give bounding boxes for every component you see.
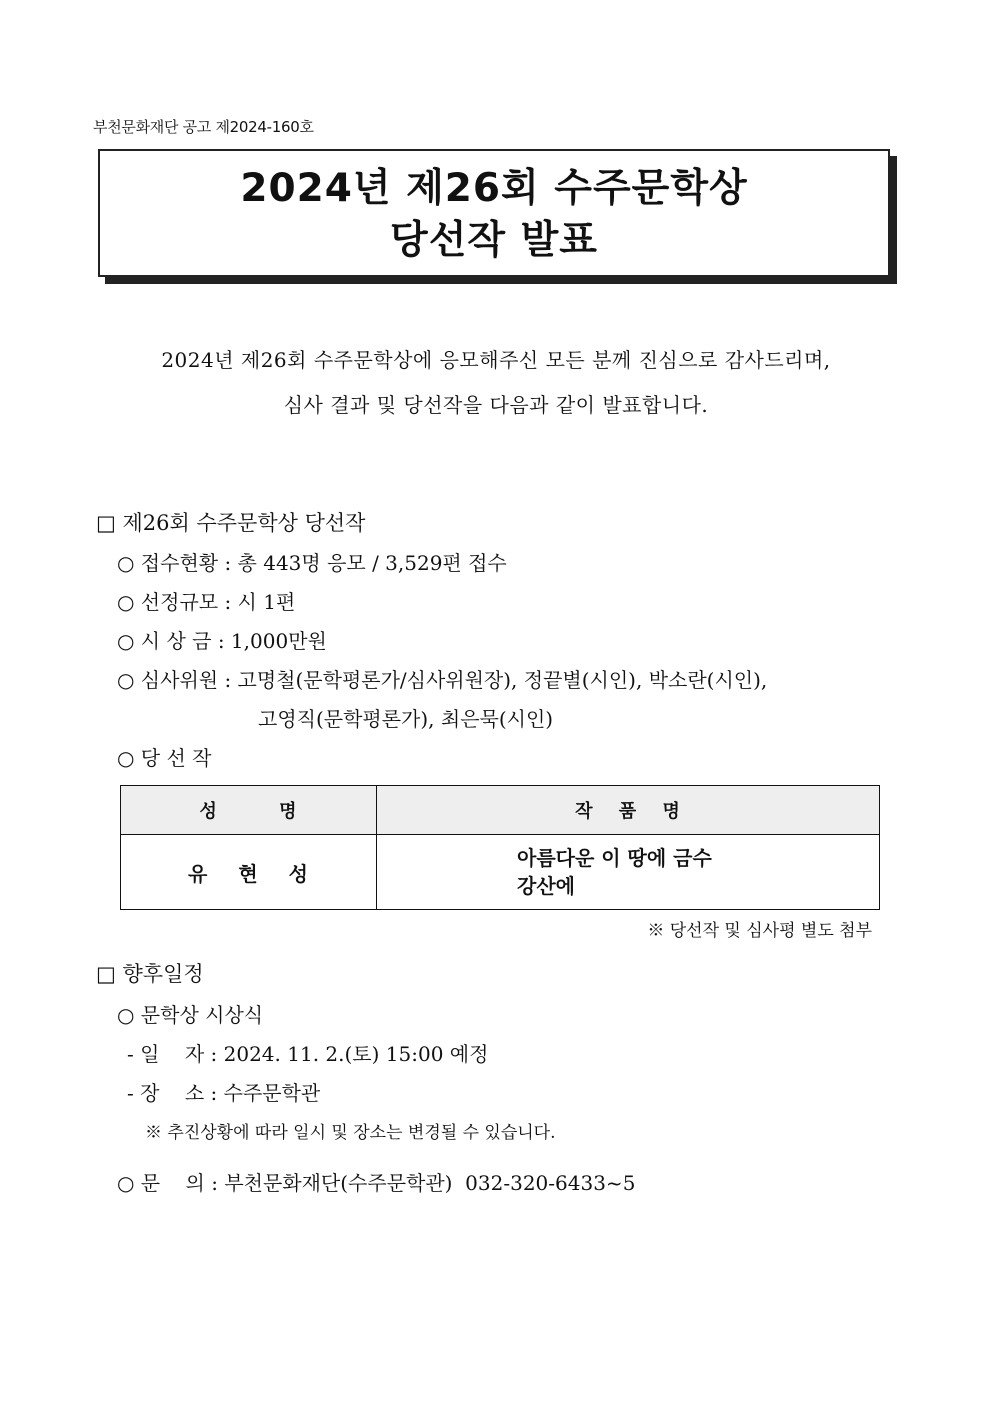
- intro-line-1: 2024년 제26회 수주문학상에 응모해주신 모든 분께 진심으로 감사드리며,: [161, 348, 831, 372]
- ceremony-place: - 장 소 : 수주문학관: [127, 1081, 321, 1105]
- title-line-2: 당선작 발표: [390, 218, 598, 263]
- change-note: ※ 추진상황에 따라 일시 및 장소는 변경될 수 있습니다.: [145, 1123, 556, 1143]
- judges-line-2: 고영직(문학평론가), 최은묵(시인): [258, 707, 554, 731]
- prize-money: ○ 시 상 금 : 1,000만원: [117, 629, 327, 653]
- section-winner-heading: □ 제26회 수주문학상 당선작: [96, 511, 366, 535]
- winner-label: ○ 당 선 작: [117, 746, 212, 770]
- table-row: [121, 835, 880, 910]
- attachment-note: ※ 당선작 및 심사평 별도 첨부: [647, 921, 872, 941]
- ceremony-date: - 일 자 : 2024. 11. 2.(토) 15:00 예정: [127, 1042, 489, 1066]
- submission-status: ○ 접수현황 : 총 443명 응모 / 3,529편 접수: [117, 551, 507, 575]
- title-box: [98, 149, 890, 277]
- header-name: 성 명: [121, 786, 377, 835]
- table-header-row: [121, 786, 880, 835]
- notice-number: 부천문화재단 공고 제2024-160호: [93, 118, 314, 136]
- title-line-1: 2024년 제26회 수주문학상: [240, 166, 748, 211]
- winner-work-line-2: 강산에: [517, 874, 575, 898]
- winner-work: [377, 835, 880, 910]
- contact-info: ○ 문 의 : 부천문화재단(수주문학관) 032-320-6433~5: [117, 1171, 636, 1195]
- ceremony-label: ○ 문학상 시상식: [117, 1003, 264, 1027]
- winner-name: 유 현 성: [121, 835, 377, 910]
- section-schedule-heading: □ 향후일정: [96, 962, 204, 986]
- winner-table: [120, 785, 880, 910]
- header-work: 작 품 명: [377, 786, 880, 835]
- judges-line-1: ○ 심사위원 : 고명철(문학평론가/심사위원장), 정끝별(시인), 박소란(시인),: [117, 668, 768, 692]
- winner-work-line-1: 아름다운 이 땅에 금수: [517, 846, 712, 870]
- intro-line-2: 심사 결과 및 당선작을 다음과 같이 발표합니다.: [283, 393, 709, 417]
- selection-scale: ○ 선정규모 : 시 1편: [117, 590, 296, 614]
